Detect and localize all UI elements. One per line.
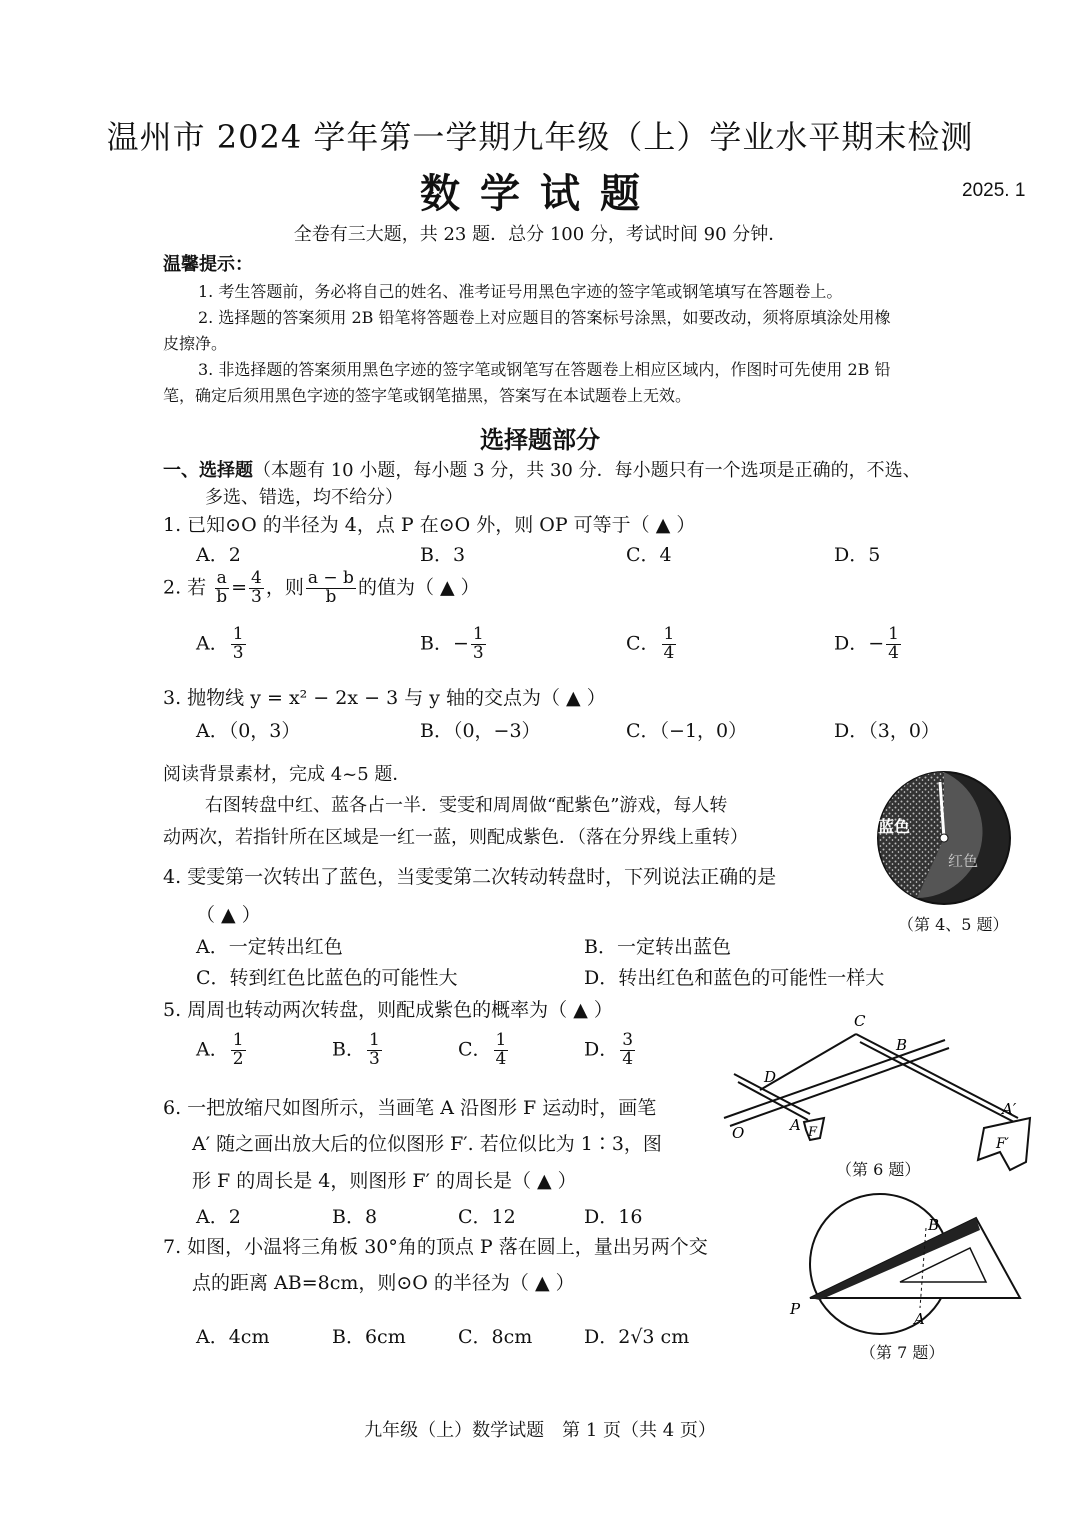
q5-d-frac [620, 1032, 635, 1069]
q7-option-c: C．8cm [458, 1326, 533, 1348]
q5-c-num: 1 [495, 1030, 507, 1050]
q7-option-a: A．4cm [196, 1326, 270, 1348]
label-O: O [732, 1124, 745, 1142]
q2-frac-a-over-b [214, 570, 229, 607]
circle-triangle-figure [780, 1190, 1030, 1340]
label-A: A [790, 1116, 801, 1134]
q5-c-den: 4 [495, 1048, 507, 1069]
q2-option-b [420, 626, 488, 663]
q2-a-num: 1 [232, 624, 244, 644]
q2-option-a [196, 626, 248, 663]
q6-option-d: D．16 [584, 1206, 643, 1228]
q5-stem: 5. 周周也转动两次转盘，则配成紫色的概率为（ ▲ ） [163, 999, 613, 1021]
q2-stem [163, 570, 480, 607]
page-footer: 九年级（上）数学试题 第 1 页（共 4 页） [364, 1420, 716, 1441]
q5-c-label: C． [458, 1038, 492, 1061]
q2-f1-num: a [216, 568, 227, 588]
label-P-7: P [790, 1300, 801, 1318]
q4-option-b: B．一定转出蓝色 [584, 936, 731, 958]
q2-b-label: B．− [420, 632, 469, 655]
q3-option-b: B．（0，−3） [420, 720, 541, 742]
q4-mark: （ ▲ ） [196, 904, 261, 926]
q5-c-frac [494, 1032, 509, 1069]
spinner-figure [870, 770, 1020, 905]
q2-d-den: 4 [888, 642, 899, 663]
q5-b-label: B． [332, 1038, 365, 1061]
q7-line-1: 7. 如图，小温将三角板 30°角的顶点 P 落在圆上，量出另两个交 [163, 1236, 708, 1258]
q2-frac-expr [306, 570, 356, 607]
q4-option-a: A．一定转出红色 [196, 936, 343, 958]
q2-b-num: 1 [472, 624, 484, 644]
q5-d-label: D． [584, 1038, 619, 1061]
tips-heading: 温馨提示： [163, 254, 253, 275]
q1-stem: 1. 已知⊙O 的半径为 4，点 P 在⊙O 外，则 OP 可等于（ ▲ ） [163, 514, 696, 536]
q1-option-d: D．5 [834, 544, 881, 566]
section-title: 选择题部分 [480, 426, 600, 454]
q6-option-a: A．2 [196, 1206, 241, 1228]
q1-option-a: A．2 [196, 544, 241, 566]
q1-option-b: B．3 [420, 544, 466, 566]
q5-a-label: A． [196, 1038, 229, 1061]
tip-3-cont: 笔，确定后须用黑色字迹的签字笔或钢笔描黑，答案写在本试题卷上无效。 [163, 386, 692, 405]
q2-d-frac [886, 626, 901, 663]
subject-title: 数学试题 [420, 171, 660, 217]
label-A-7: A [914, 1310, 925, 1328]
q5-option-b [332, 1032, 384, 1069]
q3-option-a: A．（0，3） [196, 720, 301, 742]
q2-f3-den: b [325, 586, 337, 607]
q6-option-c: C．12 [458, 1206, 516, 1228]
q2-d-num: 1 [888, 624, 899, 644]
q7-option-d: D．2√3 cm [584, 1326, 690, 1348]
tip-3: 3. 非选择题的答案须用黑色字迹的签字笔或钢笔写在答题卷上相应区域内，作图时可先使用 2B 铅 [198, 360, 891, 379]
section-label: 一、选择题 [163, 460, 253, 481]
q2-option-d [834, 626, 903, 663]
label-blue: 蓝色 [878, 817, 911, 836]
q7-line-2: 点的距离 AB=8cm，则⊙O 的半径为（ ▲ ） [192, 1272, 575, 1294]
q2-c-num: 1 [663, 624, 675, 644]
q5-a-frac [231, 1032, 246, 1069]
tip-2: 2. 选择题的答案须用 2B 铅笔将答题卷上对应题目的答案标号涂黑，如要改动，须将原填涂处用橡 [198, 308, 891, 327]
reading-line-1: 右图转盘中红、蓝各占一半．雯雯和周周做“配紫色”游戏，每人转 [205, 795, 728, 816]
q2-c-label: C． [626, 632, 660, 655]
q2-f1-den: b [216, 586, 228, 607]
q5-b-den: 3 [368, 1048, 380, 1069]
pantograph-figure [720, 1010, 1040, 1180]
exam-date: 2025. 1 [962, 180, 1026, 201]
q3-stem: 3. 抛物线 y = x² − 2x − 3 与 y 轴的交点为（ ▲ ） [163, 687, 606, 709]
q1-option-c: C．4 [626, 544, 672, 566]
q2-f3-num: a − b [307, 568, 354, 588]
label-F-prime: F′ [996, 1136, 1009, 1152]
q2-option-c [626, 626, 678, 663]
q5-a-den: 2 [232, 1048, 244, 1069]
q6-line-3: 形 F 的周长是 4，则图形 F′ 的周长是（ ▲ ） [192, 1170, 577, 1192]
arm-c-a2-1 [856, 1034, 1018, 1118]
q3-option-d: D．（3，0） [834, 720, 940, 742]
q7-option-b: B．6cm [332, 1326, 406, 1348]
q2-c-frac [662, 626, 677, 663]
q2-c-den: 4 [663, 642, 675, 663]
q2-frac-4-3 [249, 570, 264, 607]
arm-c-a2-2 [860, 1042, 1014, 1122]
q4-option-c: C．转到红色比蓝色的可能性大 [196, 967, 458, 989]
q2-b-frac [471, 626, 486, 663]
label-red: 红色 [948, 852, 979, 870]
q2-a-frac [231, 626, 246, 663]
exam-title: 温州市 2024 学年第一学期九年级（上）学业水平期末检测 [106, 118, 974, 156]
label-A-prime: A′ [1002, 1100, 1017, 1118]
section-heading [163, 456, 921, 482]
q5-option-c [458, 1032, 510, 1069]
q5-b-num: 1 [368, 1030, 380, 1050]
q6-line-1: 6. 一把放缩尺如图所示，当画笔 A 沿图形 F 运动时，画笔 [163, 1097, 657, 1119]
label-B: B [896, 1036, 908, 1054]
arm-o-b-2 [730, 1048, 949, 1126]
q2-pre: 2. 若 [163, 576, 207, 599]
exam-summary: 全卷有三大题，共 23 题．总分 100 分，考试时间 90 分钟． [293, 224, 787, 245]
q7-caption: （第 7 题） [860, 1343, 945, 1362]
q5-d-num: 3 [622, 1030, 634, 1050]
q2-f2-num: 4 [251, 568, 262, 588]
q5-a-num: 1 [232, 1030, 244, 1050]
q4-stem: 4. 雯雯第一次转出了蓝色，当雯雯第二次转动转盘时，下列说法正确的是 [163, 866, 777, 888]
spinner-pivot [940, 834, 948, 842]
q2-eq: = [231, 576, 248, 599]
section-desc-cont: 多选、错选，均不给分） [205, 487, 403, 508]
label-C: C [854, 1012, 866, 1030]
q5-b-frac [367, 1032, 382, 1069]
q3-option-c: C．（−1，0） [626, 720, 748, 742]
q2-a-den: 3 [232, 642, 244, 663]
tip-1: 1. 考生答题前，务必将自己的姓名、准考证号用黑色字迹的签字笔或钢笔填写在答题卷上。 [198, 282, 843, 301]
q4-option-d: D．转出红色和蓝色的可能性一样大 [584, 967, 885, 989]
reading-line-2: 动两次，若指针所在区域是一红一蓝，则配成紫色．（落在分界线上重转） [163, 827, 748, 848]
tip-2-cont: 皮擦净。 [163, 334, 228, 353]
q6-line-2: A′ 随之画出放大后的位似图形 F′. 若位似比为 1∶3，图 [192, 1133, 662, 1155]
arm-o-b-1 [724, 1040, 945, 1118]
q5-option-a [196, 1032, 248, 1069]
q2-a-label: A． [196, 632, 229, 655]
label-D: D [764, 1068, 777, 1086]
q6-caption: （第 6 题） [836, 1160, 921, 1179]
q5-option-d [584, 1032, 637, 1069]
q2-mid: ，则 [265, 576, 304, 599]
q2-f2-den: 3 [251, 586, 262, 607]
label-F: F [808, 1125, 818, 1140]
q6-option-b: B．8 [332, 1206, 378, 1228]
section-desc: （本题有 10 小题，每小题 3 分，共 30 分．每小题只有一个选项是正确的，不选、 [253, 460, 921, 481]
q2-post: 的值为（ ▲ ） [357, 576, 480, 599]
label-B-7: B [928, 1216, 940, 1234]
q2-d-label: D．− [834, 632, 885, 655]
reading-intro: 阅读背景素材，完成 4~5 题． [163, 764, 411, 785]
q5-d-den: 4 [622, 1048, 634, 1069]
spinner-caption: （第 4、5 题） [898, 915, 1009, 934]
q2-b-den: 3 [472, 642, 484, 663]
